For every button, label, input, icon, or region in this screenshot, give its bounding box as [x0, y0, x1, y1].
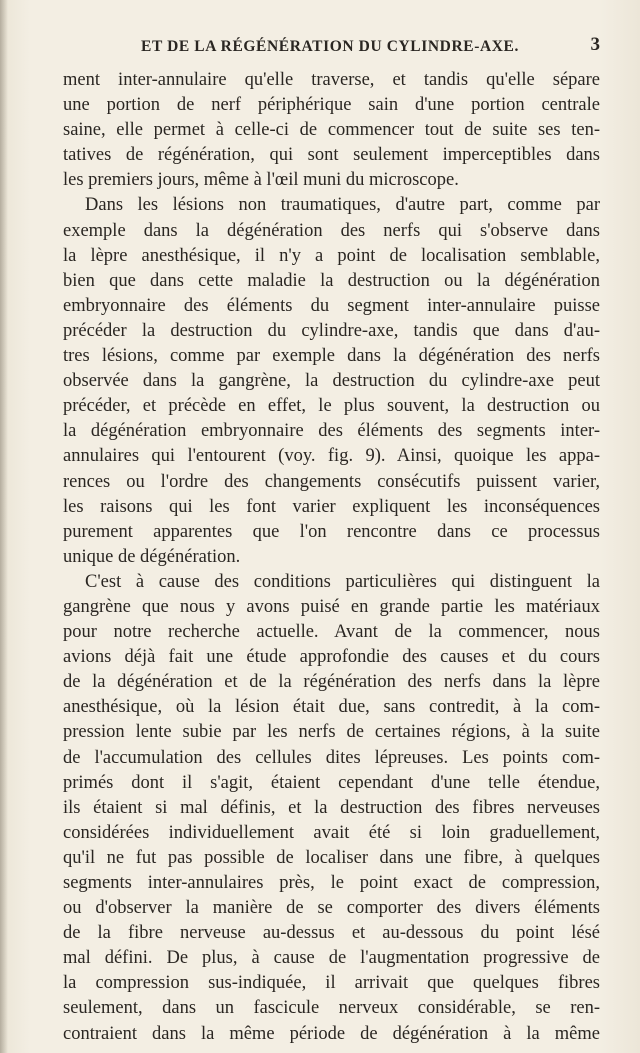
text-line: gangrène que nous y avons puisé en grande partie les matériaux	[63, 596, 600, 617]
text-line: anesthésique, où la lésion était due, sans contredit, à la com-	[63, 697, 600, 718]
text-line: pour notre recherche actuelle. Avant de la commencer, nous	[63, 622, 600, 643]
text-line: annulaires qui l'entourent (voy. fig. 9). Ainsi, quoique les appa-	[63, 446, 600, 467]
text-line: purement apparentes que l'on rencontre dans ce processus	[63, 521, 600, 542]
text-line: la compression sus-indiquée, il arrivait que quelques fibres	[63, 973, 600, 994]
text-line: embryonnaire des éléments du segment inter-annulaire puisse	[63, 295, 600, 316]
body-text	[63, 68, 600, 1047]
text-line: C'est à cause des conditions particulières qui distinguent la	[85, 571, 600, 592]
text-line: rences ou l'ordre des changements consécutifs puissent varier,	[63, 471, 600, 492]
text-line: les premiers jours, même à l'œil muni du microscope.	[63, 170, 459, 191]
text-line: tatives de régénération, qui sont seulement imperceptibles dans	[63, 145, 600, 166]
text-line: unique de dégénération.	[63, 546, 241, 567]
text-line: tres lésions, comme par exemple dans la dégénération des nerfs	[63, 346, 600, 367]
text-line: ou d'observer la manière de se comporter des divers éléments	[63, 898, 600, 919]
running-head	[60, 34, 600, 62]
text-line: une portion de nerf périphérique sain d'une portion centrale	[63, 95, 600, 116]
text-line: bien que dans cette maladie la destruction ou la dégénération	[63, 270, 600, 291]
page-number: 3	[590, 34, 600, 55]
text-line: la lèpre anesthésique, il n'y a point de localisation semblable,	[63, 245, 600, 266]
text-line: de la dégénération et de la régénération des nerfs dans la lèpre	[63, 672, 600, 693]
text-line: pression lente subie par les nerfs de certaines régions, à la suite	[63, 722, 600, 743]
text-line: observée dans la gangrène, la destruction du cylindre-axe peut	[63, 371, 600, 392]
text-line: avions déjà fait une étude approfondie des causes et du cours	[63, 647, 600, 668]
text-line: seulement, dans un fascicule nerveux considérable, se ren-	[63, 998, 600, 1019]
binding-shadow	[0, 0, 8, 1053]
text-line: segments inter-annulaires près, le point exact de compression,	[63, 873, 600, 893]
text-line: ils étaient si mal définis, et la destruction des fibres nerveuses	[63, 797, 600, 818]
text-line: de l'accumulation des cellules dites lépreuses. Les points com-	[63, 747, 600, 768]
text-line: qu'il ne fut pas possible de localiser dans une fibre, à quelques	[63, 847, 600, 868]
text-line: considérées individuellement avait été si loin graduellement,	[63, 822, 600, 843]
text-line: contraient dans la même période de dégénération à la même	[63, 1023, 600, 1044]
text-line: ment inter-annulaire qu'elle traverse, et tandis qu'elle sépare	[63, 70, 600, 90]
text-line: la dégénération embryonnaire des éléments des segments inter-	[63, 421, 600, 442]
text-line: précéder la destruction du cylindre-axe, tandis que dans d'au-	[63, 320, 600, 341]
text-line: Dans les lésions non traumatiques, d'autre part, comme par	[85, 195, 600, 216]
text-line: de la fibre nerveuse au-dessus et au-dessous du point lésé	[63, 923, 600, 944]
text-line: exemple dans la dégénération des nerfs qui s'observe dans	[63, 220, 600, 241]
text-line: mal défini. De plus, à cause de l'augmentation progressive de	[63, 948, 600, 969]
text-line: les raisons qui les font varier expliquent les inconséquences	[63, 496, 600, 517]
text-line: précéder, et précède en effet, le plus souvent, la destruction ou	[63, 396, 600, 417]
text-line: primés dont il s'agit, étaient cependant d'une telle étendue,	[63, 772, 600, 793]
text-line: saine, elle permet à celle-ci de commencer tout de suite ses ten-	[63, 120, 600, 141]
running-title: ET DE LA RÉGÉNÉRATION DU CYLINDRE-AXE.	[141, 38, 519, 55]
